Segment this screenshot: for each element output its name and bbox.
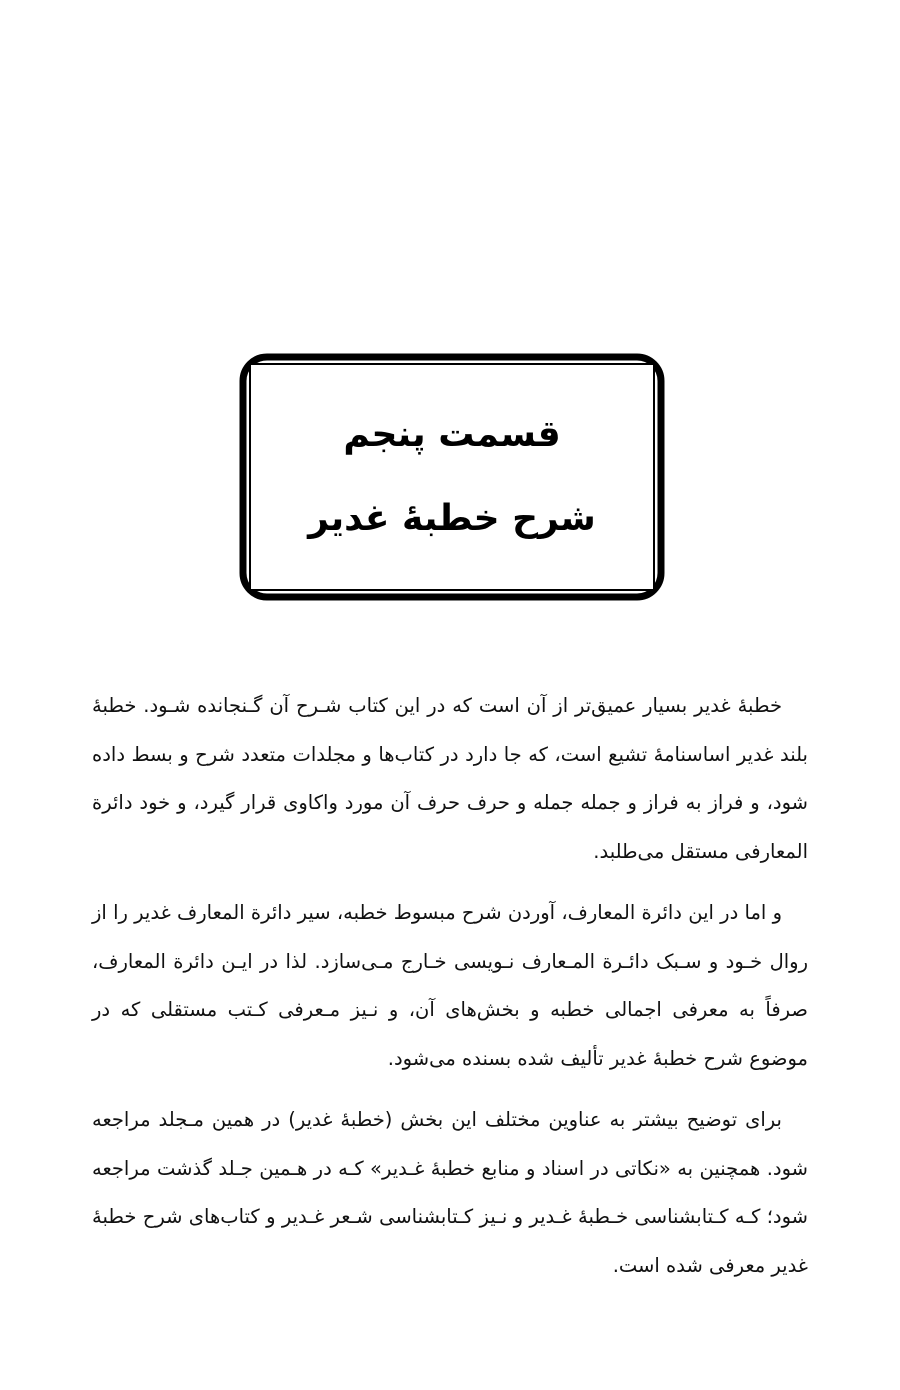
- paragraph-3: برای توضیح بیشتر به عناوین مختلف این بخش (خطبۀ غدیر) در همین مـجلد مراجعه شود. همچنین به «نکاتی در اسناد و منابع خطبۀ غـدیر» کـه در هـمین جـلد گذشت مراجعه شود؛ کـه کـتابشناسی خـطبۀ غـدیر و نـیز کـتابشناسی شـعر غـدیر و کتاب‌های شرح خطبۀ غدیر معرفی شده است.: [92, 1108, 808, 1277]
- body-text: [92, 682, 808, 1303]
- paragraph-2: و اما در این دائرة المعارف، آوردن شرح مبسوط خطبه، سیر دائرة المعارف غدیر را از روال خـود و سـبک دائـرة المـعارف نـویسی خـارج مـی‌سازد. لذا در ایـن دائرة المعارف، صرفاً به معرفی اجمالی خطبه و بخش‌های آن، و نـیز مـعرفی کـتب مستقلی که در موضوع شرح خطبۀ غدیر تألیف شده بسنده می‌شود.: [92, 901, 808, 1070]
- paragraph-1: خطبۀ غدیر بسیار عمیق‌تر از آن است که در این کتاب شـرح آن گـنجانده شـود. خطبۀ بلند غدیر اساسنامۀ تشیع است، که جا دارد در کتاب‌ها و مجلدات متعدد شرح و بسط داده شود، و فراز به فراز و جمله جمله و حرف حرف آن مورد واکاوی قرار گیرد، و خود دائرة المعارفی مستقل می‌طلبد.: [92, 694, 808, 863]
- part-title: قسمت پنجم: [343, 414, 561, 455]
- section-title: شرح خطبۀ غدیر: [308, 498, 596, 539]
- title-frame: [238, 352, 666, 602]
